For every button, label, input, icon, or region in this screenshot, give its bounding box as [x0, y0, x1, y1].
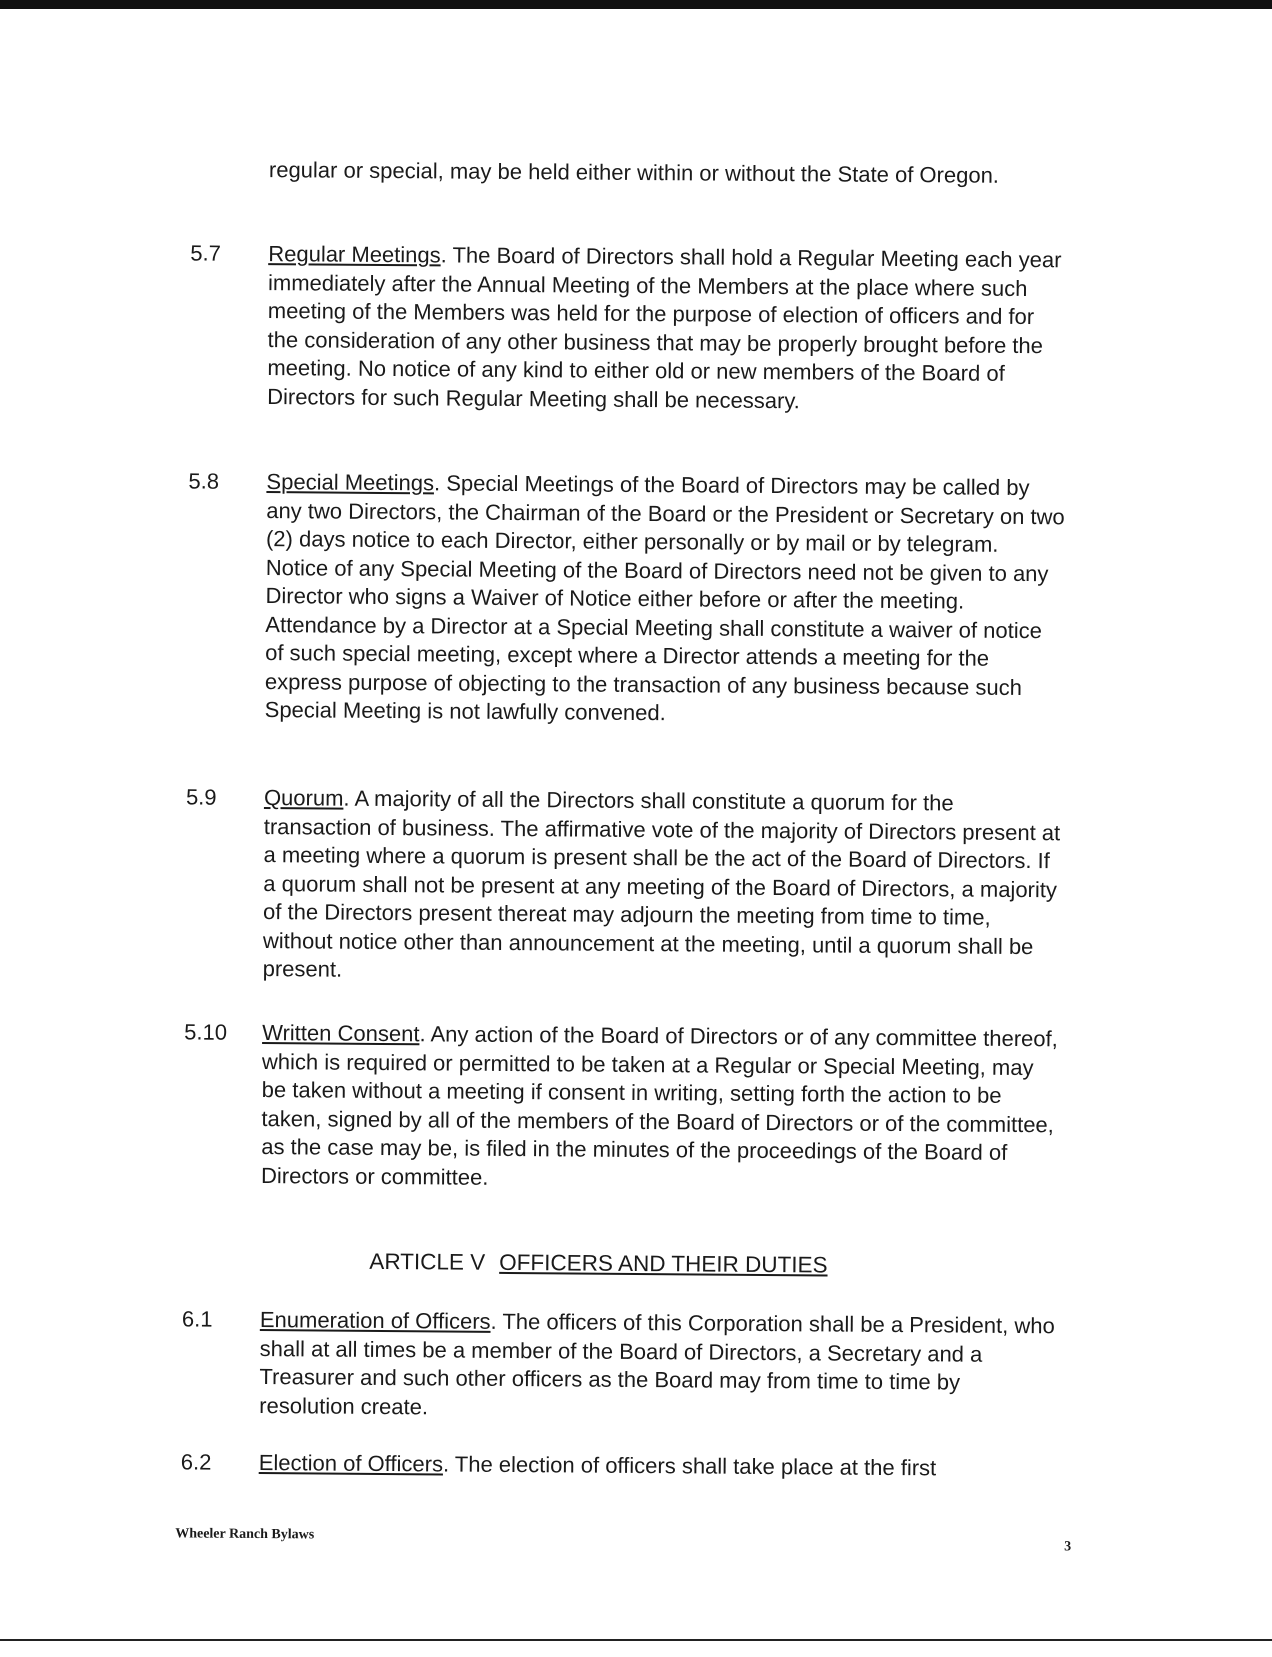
section-number: 5.9: [185, 784, 217, 810]
page-number: 3: [1064, 1539, 1072, 1555]
section-heading: Written Consent: [262, 1020, 420, 1047]
section-5-9: [185, 783, 1086, 982]
section-6-1: [181, 1305, 1082, 1419]
section-paragraph: [265, 468, 1067, 731]
section-number: 6.2: [180, 1449, 212, 1475]
article-title: OFFICERS AND THEIR DUTIES: [499, 1249, 828, 1278]
section-text: . Any action of the Board of Directors or of any committee thereof, which is required or permitted to be taken at a Regular or Special Meeting, may be taken without a meeting if consent in writing, setting forth the action to be taken, signed by all of the members of the Board of Directors or of the committee, as the case may be, is filed in the minutes of the proceedings of the Board of Directors or committee.: [260, 1021, 1058, 1190]
article-label: ARTICLE V: [369, 1248, 486, 1275]
article-heading: [369, 1248, 929, 1280]
section-5-10: [184, 1018, 1084, 1190]
section-text: . The election of officers shall take place at the first: [442, 1451, 937, 1481]
section-text: . Special Meetings of the Board of Directors may be called by any two Directors, the Chairman of the Board or the President or Secretary on two (2) days notice to each Director, either personally or by mail or by telegram. Notice of any Special Meeting of the Board of Directors need not be given to any Director who signs a Waiver of Notice either before or after the meeting. Attendance by a Director at a Special Meeting shall constitute a waiver of notice of such special meeting, except where a Director attends a meeting for the express purpose of objecting to the transaction of any business because such Special Meeting is not lawfully convened.: [264, 470, 1065, 726]
section-number: 5.10: [184, 1019, 228, 1045]
section-heading: Regular Meetings: [268, 241, 441, 268]
section-heading: Quorum: [263, 785, 344, 811]
section-5-8: [188, 467, 1089, 726]
continuation-paragraph: regular or special, may be held either within or without the State of Oregon.: [268, 157, 1000, 188]
section-paragraph: [259, 1306, 1060, 1426]
section-heading: Enumeration of Officers: [259, 1307, 491, 1334]
section-6-2: [180, 1448, 1081, 1481]
section-5-7: [190, 239, 1090, 413]
section-heading: Election of Officers: [258, 1450, 444, 1477]
section-number: 5.8: [188, 468, 220, 494]
section-heading: Special Meetings: [266, 469, 435, 496]
footer-title: Wheeler Ranch Bylaws: [175, 1526, 315, 1543]
section-text: . The Board of Directors shall hold a Regular Meeting each year immediately after the Annual Meeting of the Members at the place where such meeting of the Members was held for the purpose of election of officers and for the consideration of any other business that may be properly brought before the meeting. No notice of any kind to either old or new members of the Board of Directors for such Regular Meeting shall be necessary.: [267, 242, 1062, 413]
section-paragraph: [267, 240, 1068, 417]
section-paragraph: [261, 1019, 1062, 1196]
section-paragraph: [259, 1449, 1059, 1484]
section-number: 6.1: [181, 1306, 213, 1332]
section-text: . A majority of all the Directors shall constitute a quorum for the transaction of business. The affirmative vote of the majority of Directors present at a meeting where a quorum is present shall be the act of the Board of Directors. If a quorum shall not be present at any meeting of the Board of Directors, a majority of the Directors present thereat may adjourn the meeting from time to time, without notice other than announcement at the meeting, until a quorum shall be present.: [262, 785, 1061, 982]
section-number: 5.7: [190, 240, 221, 266]
section-paragraph: [263, 784, 1065, 990]
section-text: . The officers of this Corporation shall be a President, who shall at all times be a member of the Board of Directors, a Secretary and a Treasurer and such other officers as the Board may from time to time by resolution create.: [259, 1308, 1055, 1419]
